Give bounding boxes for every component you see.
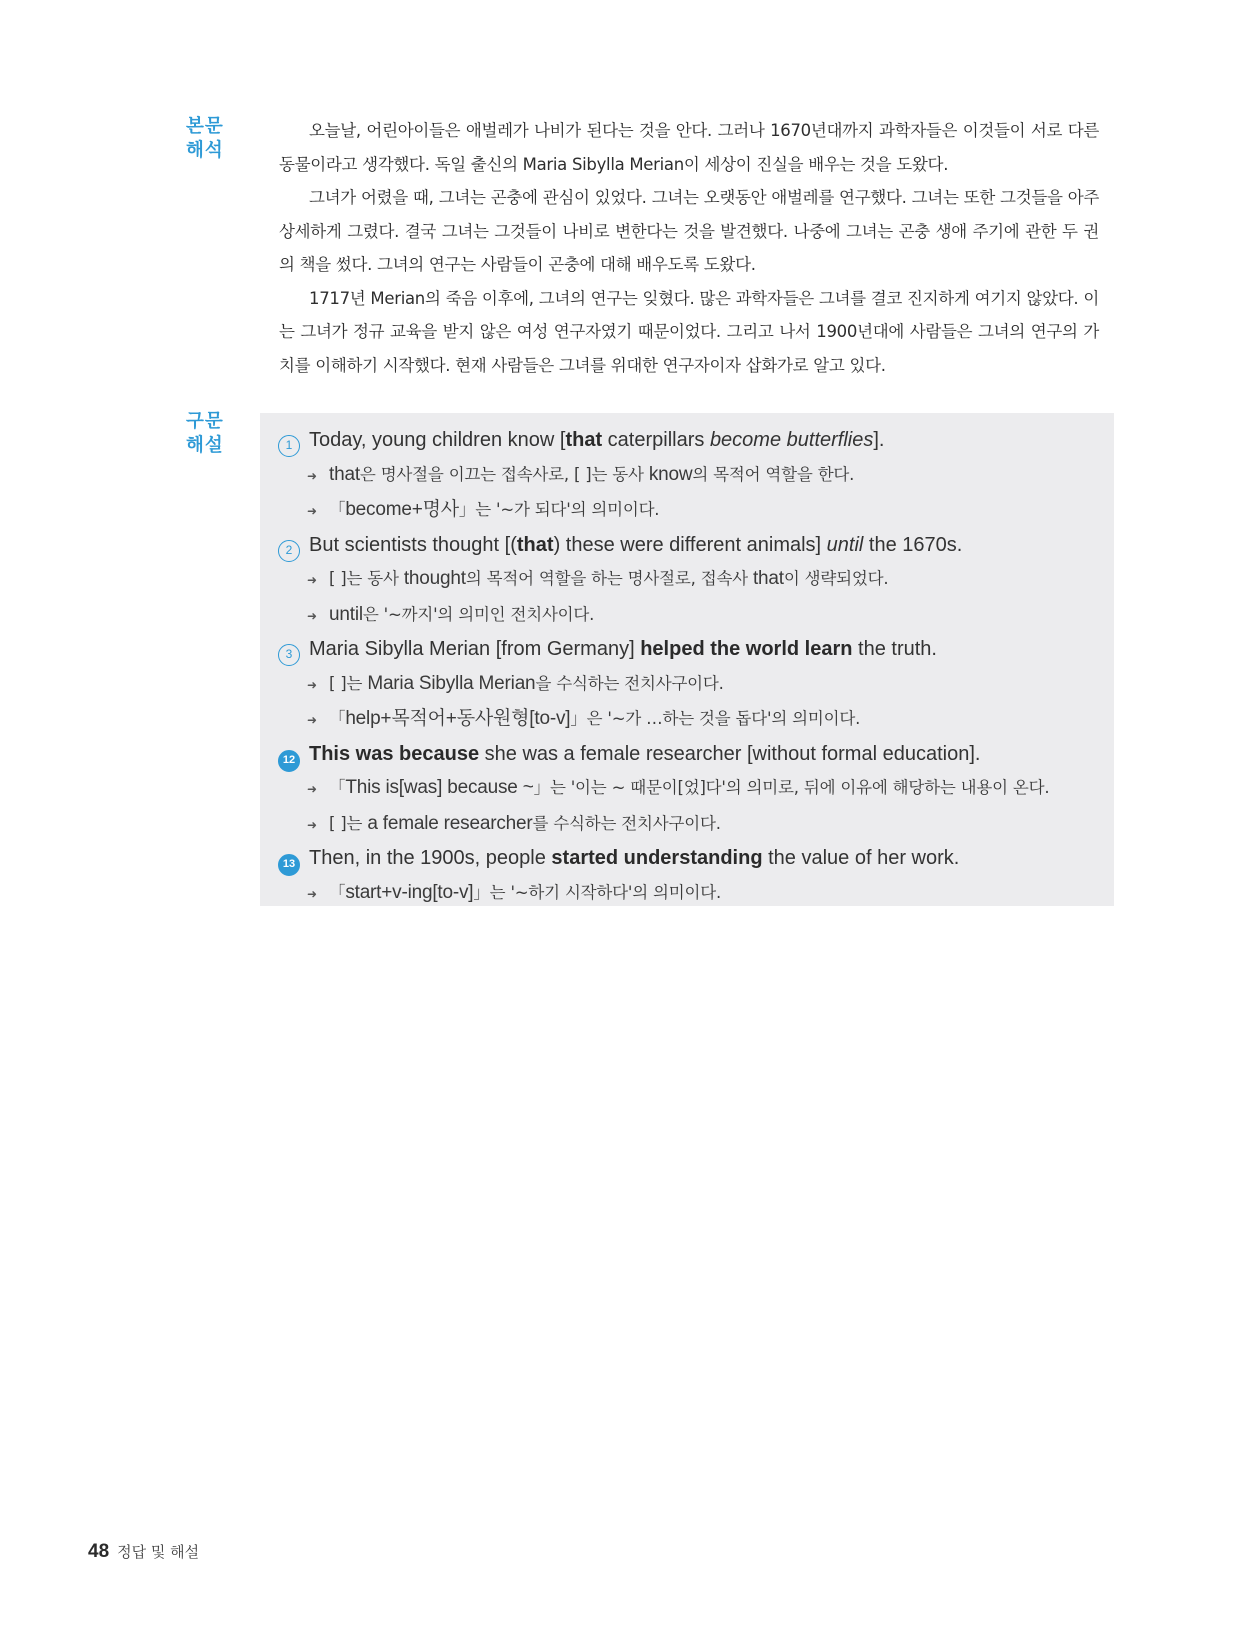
sentence-text: ) these were different animals] bbox=[553, 533, 827, 556]
example-sentence bbox=[278, 738, 1114, 772]
arrow-icon: ➜ bbox=[307, 573, 317, 587]
note-text: know bbox=[648, 463, 693, 485]
grammar-note bbox=[278, 807, 1114, 843]
section-label-translation bbox=[186, 115, 236, 163]
arrow-icon: ➜ bbox=[307, 504, 317, 518]
grammar-note bbox=[278, 771, 1114, 807]
grammar-note bbox=[278, 667, 1114, 703]
note-text: 의 목적어 역할을 하는 명사절로, 접속사 bbox=[465, 569, 753, 588]
section-label-line2: 해석 bbox=[186, 140, 224, 161]
sentence-text: Maria Sibylla Merian [from Germany] bbox=[309, 638, 641, 660]
note-text: become+명사 bbox=[345, 499, 459, 520]
sentence-text: she was a female researcher [without formal education]. bbox=[479, 742, 981, 765]
note-text: help+목적어+동사원형[to-v] bbox=[345, 708, 571, 729]
section-label-line1: 구문 bbox=[186, 411, 224, 432]
note-text: This is[was] because ~ bbox=[345, 777, 534, 798]
note-text: 」은 '~가 …하는 것을 돕다'의 의미이다. bbox=[570, 709, 861, 728]
note-text: 의 목적어 역할을 한다. bbox=[692, 464, 855, 484]
section-label-grammar bbox=[186, 410, 236, 458]
note-text: 를 수식하는 전치사구이다. bbox=[532, 813, 721, 833]
example-sentence bbox=[278, 633, 1114, 667]
grammar-item bbox=[278, 738, 1114, 843]
note-text: 」는 '~가 되다'의 의미이다. bbox=[458, 500, 660, 519]
grammar-item bbox=[278, 529, 1114, 634]
sentence-number-badge: 13 bbox=[278, 854, 300, 876]
page-number: 48 bbox=[88, 1541, 110, 1562]
arrow-icon: ➜ bbox=[307, 886, 317, 901]
arrow-icon: ➜ bbox=[307, 608, 317, 623]
note-text: 「 bbox=[329, 778, 346, 797]
sentence-text: Today, young children know [ bbox=[309, 429, 566, 451]
note-text: that bbox=[329, 463, 360, 485]
translation-text bbox=[279, 114, 1099, 382]
note-text: 은 명사절을 이끄는 접속사로, [ ]는 동사 bbox=[359, 464, 649, 484]
grammar-item bbox=[278, 633, 1114, 738]
sentence-text: ]. bbox=[873, 429, 885, 451]
translation-paragraph-3: 1717년 Merian의 죽음 이후에, 그녀의 연구는 잊혔다. 많은 과학자들은 그녀를 결코 진지하게 여기지 않았다. 이는 그녀가 정규 교육을 받지 않은 여성 연구자였기 때문이었다. 그리고 나서 1900년대에 사람들은 그녀의 연구의 가치를 이해하기 시작했다. 현재 사람들은 그녀를 위대한 연구자이자 삽화가로 알고 있다. bbox=[279, 288, 1099, 375]
arrow-icon: ➜ bbox=[307, 782, 317, 796]
example-sentence bbox=[278, 529, 1114, 563]
sentence-highlight: This was because bbox=[309, 742, 480, 765]
note-text: thought bbox=[403, 568, 466, 589]
sentence-italic: become butterflies bbox=[709, 429, 874, 451]
arrow-icon: ➜ bbox=[307, 677, 317, 692]
note-text: 이 생략되었다. bbox=[783, 569, 889, 588]
arrow-icon: ➜ bbox=[307, 468, 317, 483]
sentence-number-badge: 1 bbox=[278, 435, 300, 457]
translation-paragraph-1: 오늘날, 어린아이들은 애벌레가 나비가 된다는 것을 안다. 그러나 1670년대까지 과학자들은 이것들이 서로 다른 동물이라고 생각했다. 독일 출신의 Maria Sibylla Merian이 세상이 진실을 배우는 것을 도왔다. bbox=[279, 121, 1099, 174]
sentence-number-badge: 2 bbox=[278, 540, 300, 562]
sentence-number-badge: 12 bbox=[278, 750, 300, 772]
translation-paragraph-2: 그녀가 어렸을 때, 그녀는 곤충에 관심이 있었다. 그녀는 오랫동안 애벌레를 연구했다. 그녀는 또한 그것들을 아주 상세하게 그렸다. 결국 그녀는 그것들이 나비로 변한다는 것을 발견했다. 나중에 그녀는 곤충 생애 주기에 관한 두 권의 책을 썼다. 그녀의 연구는 사람들이 곤충에 대해 배우도록 도왔다. bbox=[279, 188, 1099, 274]
example-sentence bbox=[278, 842, 1114, 876]
arrow-icon: ➜ bbox=[307, 713, 317, 727]
sentence-highlight: that bbox=[516, 533, 554, 556]
grammar-item bbox=[278, 842, 1114, 911]
sentence-text: the value of her work. bbox=[762, 847, 960, 869]
sentence-text: the truth. bbox=[852, 638, 937, 660]
grammar-note bbox=[278, 493, 1114, 529]
sentence-text: the 1670s. bbox=[863, 533, 963, 556]
sentence-text: Then, in the 1900s, people bbox=[309, 847, 552, 869]
sentence-text: caterpillars bbox=[602, 429, 710, 451]
note-text: until bbox=[329, 603, 363, 625]
note-text: start+v-ing[to-v] bbox=[345, 881, 474, 903]
note-text: 」는 '~하기 시작하다'의 의미이다. bbox=[473, 882, 722, 902]
example-sentence bbox=[278, 424, 1114, 458]
grammar-note bbox=[278, 702, 1114, 738]
section-label-line2: 해설 bbox=[186, 435, 224, 456]
page-footer bbox=[88, 1541, 199, 1563]
sentence-highlight: that bbox=[565, 429, 603, 451]
note-text: a female researcher bbox=[367, 812, 533, 834]
sentence-italic: until bbox=[826, 533, 864, 556]
note-text: [ ]는 bbox=[329, 673, 368, 693]
arrow-icon: ➜ bbox=[307, 817, 317, 832]
note-text: 「 bbox=[329, 500, 346, 519]
note-text: 「 bbox=[329, 882, 346, 902]
grammar-note bbox=[278, 876, 1114, 912]
note-text: 」는 '이는 ~ 때문이[었]다'의 의미로, 뒤에 이유에 해당하는 내용이 온다. bbox=[533, 778, 1050, 797]
sentence-number-badge: 3 bbox=[278, 644, 300, 666]
note-text: that bbox=[752, 568, 784, 589]
note-text: 「 bbox=[329, 709, 346, 728]
sentence-highlight: helped the world learn bbox=[640, 638, 853, 660]
grammar-item bbox=[278, 424, 1114, 529]
footer-title: 정답 및 해설 bbox=[117, 1543, 200, 1561]
grammar-note bbox=[278, 562, 1114, 598]
note-text: [ ]는 bbox=[329, 813, 368, 833]
grammar-note bbox=[278, 458, 1114, 494]
sentence-text: But scientists thought [( bbox=[309, 533, 517, 556]
note-text: 을 수식하는 전치사구이다. bbox=[535, 673, 724, 693]
grammar-box bbox=[260, 413, 1114, 906]
sentence-highlight: started understanding bbox=[551, 847, 763, 869]
note-text: Maria Sibylla Merian bbox=[367, 672, 536, 694]
grammar-note bbox=[278, 598, 1114, 634]
section-label-line1: 본문 bbox=[186, 116, 224, 137]
note-text: 은 '~까지'의 의미인 전치사이다. bbox=[362, 604, 595, 624]
note-text: [ ]는 동사 bbox=[329, 569, 404, 588]
